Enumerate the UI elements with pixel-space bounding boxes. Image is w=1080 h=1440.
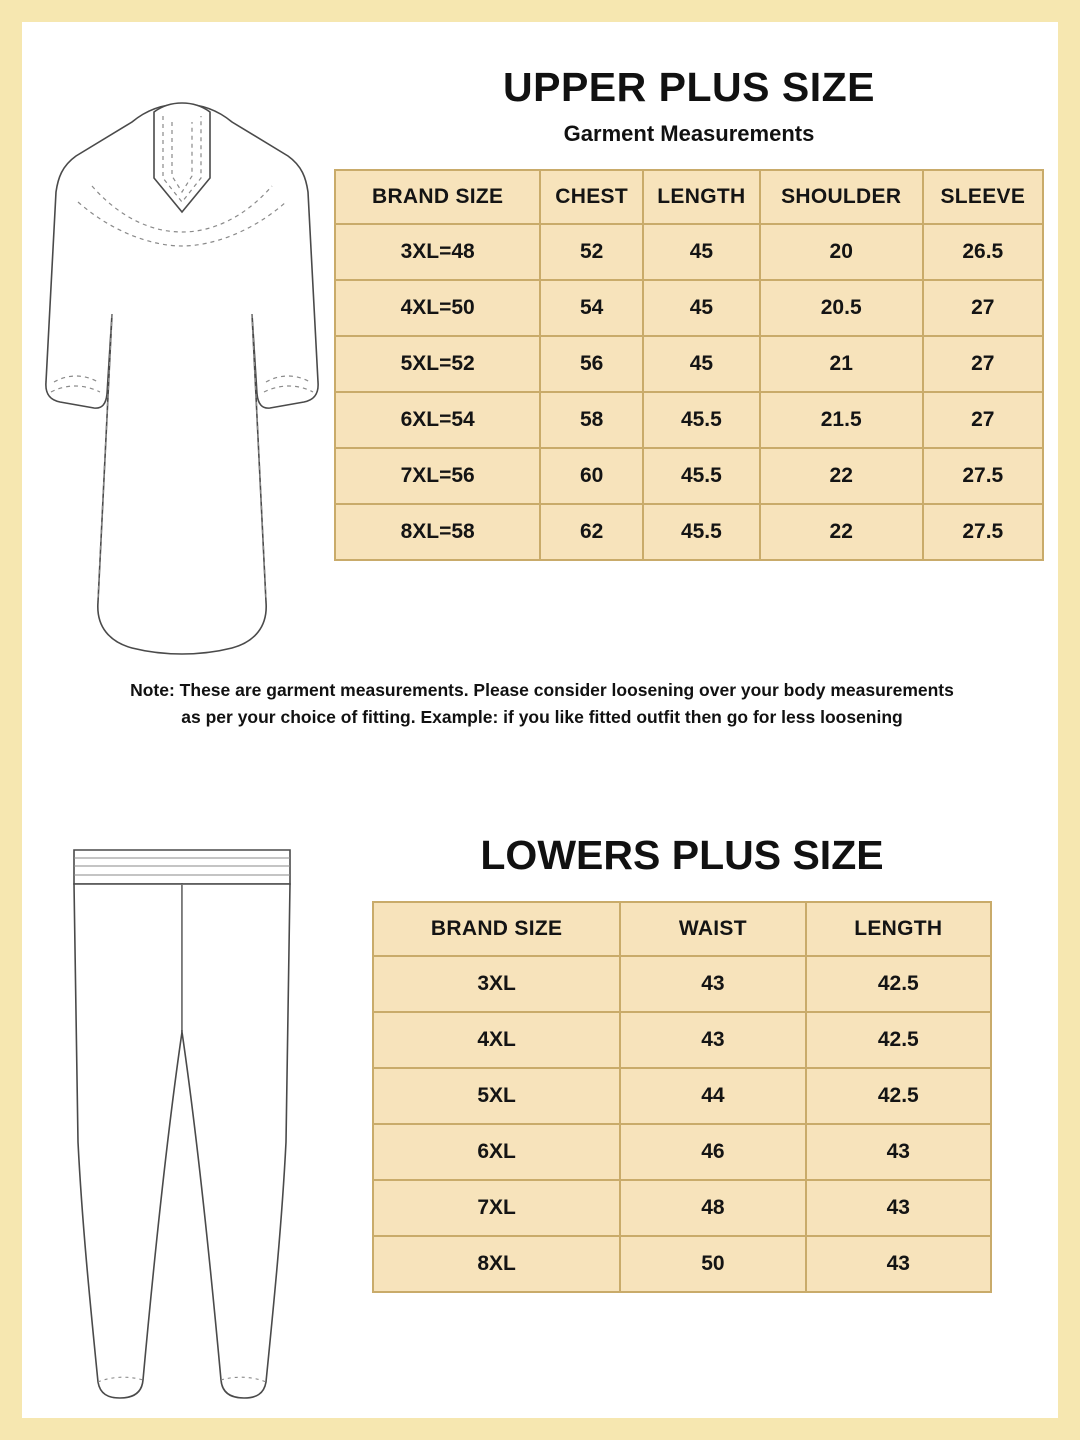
cell-chest: 56 [540,336,643,392]
upper-table-block [334,64,1044,561]
column-header-chest: CHEST [540,170,643,224]
cell-length: 45 [643,336,760,392]
table-row [373,956,991,1012]
cell-chest: 60 [540,448,643,504]
cell-length: 42.5 [806,1012,991,1068]
cell-length: 43 [806,1124,991,1180]
cell-length: 42.5 [806,956,991,1012]
table-row [373,1068,991,1124]
cell-length: 43 [806,1236,991,1292]
lower-table-block [372,832,992,1293]
table-row [373,1012,991,1068]
pyjama-illustration [42,842,322,1412]
cell-sleeve: 27.5 [923,448,1043,504]
cell-shoulder: 22 [760,448,923,504]
note-line-1: Note: These are garment measurements. Please consider loosening over your body measurements [130,680,954,700]
cell-chest: 52 [540,224,643,280]
cell-sleeve: 26.5 [923,224,1043,280]
cell-shoulder: 20.5 [760,280,923,336]
lower-size-table [372,901,992,1293]
cell-length: 45 [643,280,760,336]
cell-brand-size: 6XL=54 [335,392,540,448]
kurta-illustration [32,82,332,672]
cell-waist: 46 [620,1124,805,1180]
cell-chest: 62 [540,504,643,560]
upper-size-table [334,169,1044,561]
cell-brand-size: 5XL=52 [335,336,540,392]
table-row [373,1236,991,1292]
column-header-length: LENGTH [806,902,991,956]
table-row [373,1124,991,1180]
cell-brand-size: 5XL [373,1068,620,1124]
cell-length: 42.5 [806,1068,991,1124]
cell-brand-size: 4XL=50 [335,280,540,336]
cell-brand-size: 7XL=56 [335,448,540,504]
cell-shoulder: 21 [760,336,923,392]
cell-waist: 44 [620,1068,805,1124]
lower-title: LOWERS PLUS SIZE [480,832,884,878]
upper-plus-size-section [22,22,1058,762]
column-header-length: LENGTH [643,170,760,224]
table-header-row [335,170,1043,224]
note-line-2: as per your choice of fitting. Example: if you like fitted outfit then go for less loosening [181,707,903,728]
cell-brand-size: 3XL [373,956,620,1012]
cell-brand-size: 7XL [373,1180,620,1236]
cell-waist: 43 [620,1012,805,1068]
table-row [335,336,1043,392]
column-header-sleeve: SLEEVE [923,170,1043,224]
cell-waist: 43 [620,956,805,1012]
table-header-row [373,902,991,956]
cell-chest: 58 [540,392,643,448]
cell-length: 45.5 [643,392,760,448]
measurement-note [62,677,1022,731]
table-row [335,392,1043,448]
cell-brand-size: 3XL=48 [335,224,540,280]
table-row [335,504,1043,560]
column-header-shoulder: SHOULDER [760,170,923,224]
column-header-waist: WAIST [620,902,805,956]
lowers-plus-size-section [22,782,1058,1418]
cell-shoulder: 22 [760,504,923,560]
column-header-brand-size: BRAND SIZE [373,902,620,956]
cell-waist: 48 [620,1180,805,1236]
cell-chest: 54 [540,280,643,336]
cell-waist: 50 [620,1236,805,1292]
table-row [335,224,1043,280]
table-row [335,448,1043,504]
upper-subtitle: Garment Measurements [563,121,815,146]
cell-brand-size: 8XL=58 [335,504,540,560]
cell-length: 45.5 [643,504,760,560]
page-inner [22,22,1058,1418]
cell-length: 45.5 [643,448,760,504]
cell-sleeve: 27 [923,280,1043,336]
cell-sleeve: 27 [923,336,1043,392]
table-row [373,1180,991,1236]
cell-brand-size: 6XL [373,1124,620,1180]
cell-length: 43 [806,1180,991,1236]
cell-shoulder: 21.5 [760,392,923,448]
cell-brand-size: 4XL [373,1012,620,1068]
cell-shoulder: 20 [760,224,923,280]
cell-length: 45 [643,224,760,280]
cell-sleeve: 27 [923,392,1043,448]
upper-title: UPPER PLUS SIZE [502,64,875,110]
cell-sleeve: 27.5 [923,504,1043,560]
column-header-brand-size: BRAND SIZE [335,170,540,224]
cell-brand-size: 8XL [373,1236,620,1292]
table-row [335,280,1043,336]
